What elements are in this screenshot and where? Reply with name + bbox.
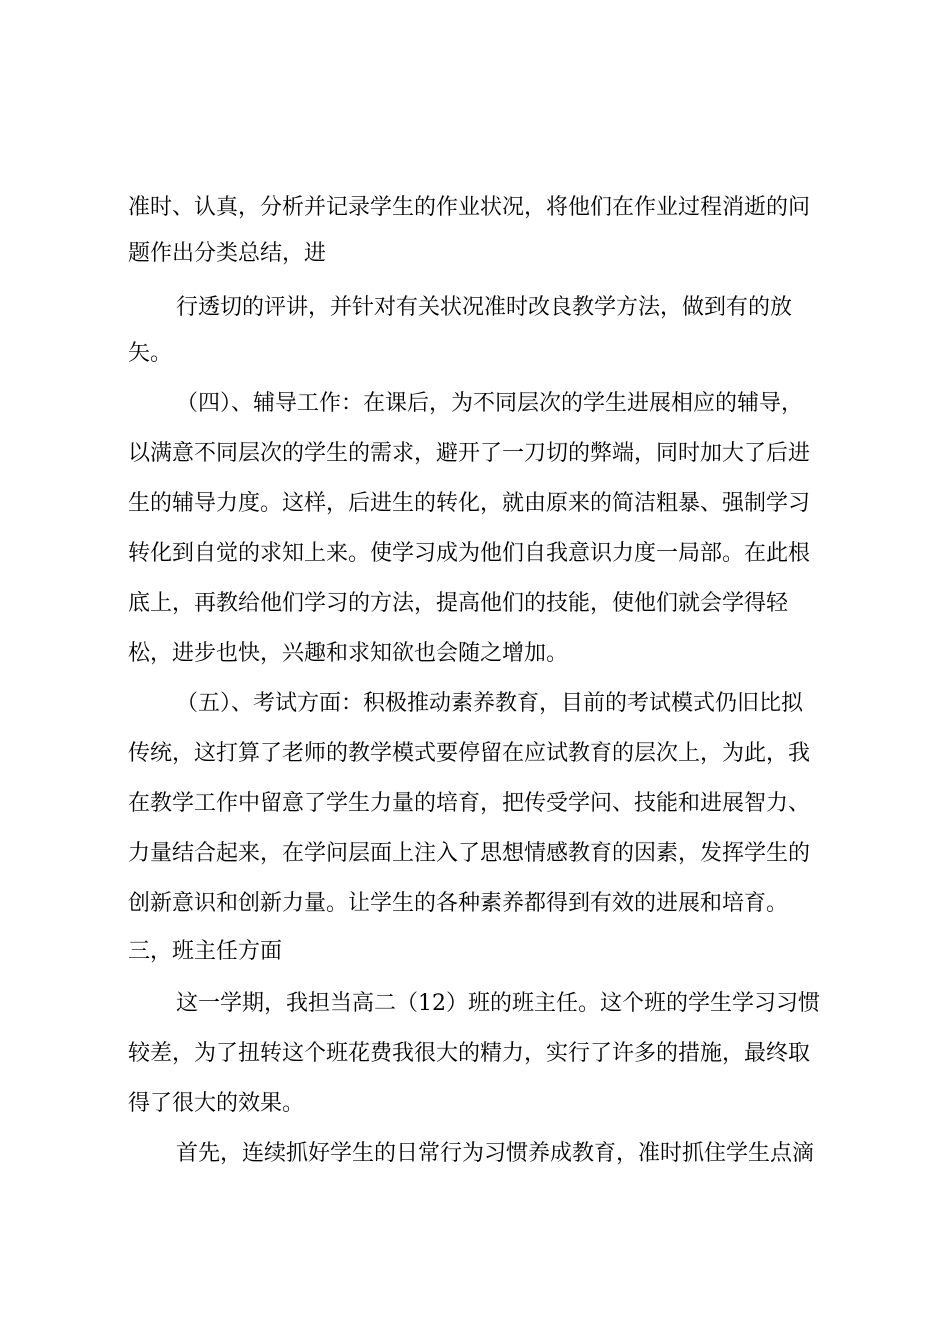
line-text: 行透切的评讲，并针对有关状况准时改良教学方法，做到有的放 [176, 295, 793, 320]
text-line [0, 434, 950, 474]
line-text: 准时、认真，分析并记录学生的作业状况，将他们在作业过程消逝的问 [128, 195, 811, 220]
text-line [0, 334, 950, 374]
text-line [0, 534, 950, 574]
line-text: 这一学期，我担当高二（12）班的班主任。这个班的学生学习习惯 [176, 991, 820, 1016]
text-line [0, 984, 950, 1024]
line-text: 在教学工作中留意了学生力量的培育，把传受学问、技能和进展智力、 [128, 791, 811, 816]
text-line [0, 884, 950, 924]
text-line [0, 684, 950, 724]
text-line [0, 234, 950, 274]
text-line [0, 634, 950, 674]
line-text: 以满意不同层次的学生的需求，避开了一刀切的弊端，同时加大了后进 [128, 441, 811, 466]
text-line [0, 288, 950, 328]
line-text: 题作出分类总结，进 [128, 241, 327, 266]
text-line [0, 1034, 950, 1074]
text-line [0, 1134, 950, 1174]
line-text: 生的辅导力度。这样，后进生的转化，就由原来的简洁粗暴、强制学习 [128, 491, 811, 516]
line-text: （五）、考试方面：积极推动素养教育，目前的考试模式仍旧比拟 [176, 691, 804, 716]
section-heading [0, 932, 950, 972]
line-text: 力量结合起来，在学问层面上注入了思想情感教育的因素，发挥学生的 [128, 841, 811, 866]
line-text: 首先，连续抓好学生的日常行为习惯养成教育，准时抓住学生点滴 [176, 1141, 815, 1166]
text-line [0, 834, 950, 874]
text-line [0, 734, 950, 774]
line-text: 松，进步也快，兴趣和求知欲也会随之增加。 [128, 641, 569, 666]
heading-text: 三，班主任方面 [128, 939, 283, 964]
line-text: 底上，再教给他们学习的方法，提高他们的技能，使他们就会学得轻 [128, 591, 789, 616]
line-text: 转化到自觉的求知上来。使学习成为他们自我意识力度一局部。在此根 [128, 541, 811, 566]
text-line [0, 1084, 950, 1124]
line-text: 得了很大的效果。 [128, 1091, 305, 1116]
text-line [0, 784, 950, 824]
line-text: 较差，为了扭转这个班花费我很大的精力，实行了许多的措施，最终取 [128, 1041, 811, 1066]
line-text: （四）、辅导工作：在课后，为不同层次的学生进展相应的辅导， [176, 391, 804, 416]
line-text: 矢。 [128, 341, 173, 366]
text-line [0, 384, 950, 424]
text-line [0, 188, 950, 228]
text-line [0, 584, 950, 624]
line-text: 传统，这打算了老师的教学模式要停留在应试教育的层次上，为此，我 [128, 741, 811, 766]
line-text: 创新意识和创新力量。让学生的各种素养都得到有效的进展和培育。 [128, 891, 789, 916]
text-line [0, 484, 950, 524]
